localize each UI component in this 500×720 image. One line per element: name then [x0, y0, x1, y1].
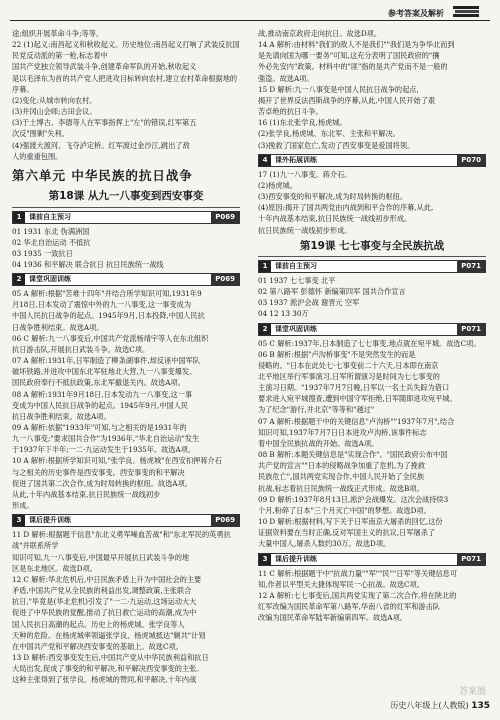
section-page: P069 [211, 274, 239, 285]
text-line: 九一八事变;"要求国共合作"为1936年,"华北自治运动"发生 [12, 434, 200, 444]
text-line: 13 D 解析:西安事变发生后,中国共产党从中华民族利益和抗日 [12, 652, 209, 662]
text-line: 抗日游击队,开展抗日武装斗争。故选C项。 [12, 344, 150, 354]
section-label: 课堂巩固训练 [275, 324, 317, 333]
text-line: 04 12 13 30万 [258, 309, 309, 319]
text-line: 09 A 解析:依据"1933年"可知,与之相关的是1931年的 [12, 423, 187, 433]
section-number: 3 [259, 554, 271, 565]
text-line: 战,推动南京政府走向抗日。故选D项。 [258, 29, 382, 38]
text-line: 11 C 解析:根据题干中"抗战力量""军""民""日军"等关键信息可 [258, 568, 458, 578]
section-number: 2 [259, 324, 271, 335]
text-line: 01 1931 东北 伪满洲国 [12, 226, 90, 236]
text-line: 人的重重包围。 [12, 151, 63, 161]
text-line: 06 C 解析:九一八事变后,中国共产党派杨靖宇等人在东北组织 [12, 333, 209, 343]
text-line: 于1937年下半年;一二·九运动发生于1935年。故选A项。 [12, 445, 196, 455]
section-header [12, 211, 240, 224]
text-line: 日战争胜利结束。故选A项。 [12, 322, 104, 332]
text-line: 苦卓绝的抗日斗争。 [258, 107, 323, 117]
text-line: 国民政府奉行不抵抗政策,东北军撤退关内。故选A项。 [12, 378, 185, 388]
answers-after-class [258, 568, 486, 624]
text-line: 10 A 解析:根据所学知识可知,"张学良、杨虎城"在西安扣押蒋介石 [12, 456, 222, 466]
text-line: (2)变化:从城市转向农村。 [12, 95, 97, 105]
section-header [258, 553, 486, 566]
text-line: 国人民抗日高潮的起点。历史上的杨虎城、张学良等人 [12, 619, 185, 629]
answers-preview [12, 226, 240, 271]
text-line: 09 D 解析:1937年8月13日,淞沪会战爆发。这次会战持续3 [258, 494, 449, 504]
text-line: 知,作者以平型关大捷体现军民一心抗战。故选C项。 [258, 579, 424, 589]
text-line: 破坏铁路,并进攻中国东北军驻地北大营,九一八事变爆发。 [12, 367, 197, 377]
text-line: 这种主张得到了张学良、杨虎城的赞同,和平解决,十年内战 [12, 675, 197, 685]
text-line: 知识可知,九一八事变后,中国最早开展抗日武装斗争的地 [12, 552, 190, 562]
left-column [12, 28, 240, 685]
text-line: 次反"围剿"失利。 [12, 129, 69, 139]
text-line: 08 B 解析:本题关键信息是"实现合作"。"国民政府公布中国 [258, 450, 448, 460]
text-line: (3)于土博古、李德等人在军事指挥上"左"的错误,红军第五 [12, 118, 197, 128]
header-bar [10, 8, 490, 21]
text-line: 07 A 解析:根据题干中的关键信息"卢沟桥""1937年7月",结合 [258, 416, 455, 426]
text-line: 08 A 解析:1931年9月18日,日本发动九一八事变,这一事 [12, 389, 193, 399]
text-line: 区是东北地区。故选D项。 [12, 563, 97, 573]
text-line: (4)强渡大渡河、飞夺泸定桥。红军渡过金沙江,跳出了敌 [12, 140, 190, 150]
section-page: P071 [457, 554, 485, 565]
section-header [12, 273, 240, 286]
text-line: (2)张学良,杨虎城、东北军、主张和平解决。 [258, 129, 400, 139]
left-intro [12, 28, 240, 162]
section-page: P071 [457, 261, 485, 272]
text-line: 国共产党独立领导武装斗争,创建革命军队的开始,秋收起义 [12, 62, 197, 72]
section-label: 课堂巩固训练 [29, 275, 71, 284]
footer-subject: 历史八年级上(人教版) [390, 701, 469, 711]
text-line: 在中国共产党和平解决西安事变的基础上。故选C项。 [12, 641, 183, 651]
section-label: 课后提升训练 [275, 554, 317, 563]
footer [390, 700, 490, 714]
lesson-title: 第18课 从九一八事变到西安事变 [12, 188, 240, 207]
section-label: 课前自主预习 [29, 212, 71, 221]
text-line: 大局出发,促成了事变的和平解决,和平解决西安事变的主张。 [12, 664, 204, 674]
text-line: 15 D 解析:九一八事变是中国人民抗日战争的起点, [258, 84, 419, 94]
answers-extension [258, 169, 486, 236]
text-line: 主演习日期。"1937年7月7日晚,日军以一名士兵失踪为借口 [258, 383, 450, 393]
section-number: 1 [259, 261, 271, 272]
text-line: 抗日,"毕竟是(华北危机)引发了"一二·九运动,这场运动大大 [12, 597, 197, 607]
text-line: 03 1937 淞沪会战 谢晋元 空军 [258, 298, 360, 308]
text-line: 天种的危险。在杨虎城率领逼张学良、杨虎城抵达"剿共"计划 [12, 630, 206, 640]
text-line: 抗日战争胜利结束。故选A项。 [12, 411, 111, 421]
text-line: 02 第八路军 彭德怀 新编第四军 国共合作宣言 [258, 287, 406, 297]
text-line: 从此,十年内战基本结束,抗日民族统一战线初步 [12, 489, 161, 499]
section-page: P070 [457, 155, 485, 166]
text-line: 侵略的。"日本在此处七·七事变前二十六天,日本即在南京 [258, 360, 439, 370]
text-line: 11 D 解析:根据题干信息"东北义勇军噪血苦战"和"东北军民的英勇抗战"并联系所学 [12, 530, 231, 551]
watermark: 答案圈 [458, 687, 486, 698]
section-header [12, 514, 240, 527]
text-line: 为了纪念"游行,并北京"等等和"越过" [258, 405, 375, 415]
text-line: 十年内战基本结束,抗日民族统一战线初步形成。 [258, 214, 412, 224]
text-line: 共产党的宣言""日本的侵略战争加重了危机,为了挽救 [258, 461, 426, 471]
text-line: 揭开了世界反法西斯战争的序幕,从此,中国人民开始了艰 [258, 95, 436, 105]
section-number: 3 [13, 515, 25, 526]
text-line: 03 1935 一致抗日 [12, 248, 73, 258]
text-line: 矛盾,中国共产党从全民族的利益出发,调整政策,主张联合 [12, 586, 192, 596]
text-line: 05 C 解析:1937年,日本制造了七七事变,地点就在宛平城。故选C项。 [258, 338, 481, 348]
text-line: 序幕。 [12, 84, 34, 94]
text-line: (3)井冈山会师;古田会议。 [12, 107, 97, 117]
text-line: (3)挽救了国家危亡,发动了西安事变是爱国将领。 [258, 140, 415, 150]
text-line: 05 A 解析:根据"苦难十四年"并结合所学知识可知,1931年9 [12, 289, 202, 299]
section-label: 课后提升训练 [29, 516, 71, 525]
text-line: 大量中国人,屠杀人数约30万。故选D项。 [258, 539, 391, 549]
text-line: 要求进入宛平城搜查,遭到中国守军拒绝,日军随即进攻宛平城。 [258, 394, 457, 404]
book-logo-icon [452, 4, 482, 20]
text-line: (4)原因:揭开了国共两党由内战到和平合作的序幕,从此, [258, 203, 434, 213]
text-line: 10 D 解析:根据材料,写下关于日军南京大屠杀的回忆,这份 [258, 517, 443, 527]
text-line: 外必先安内"政策。材料中的"匪"指的是共产党而不是一般的 [258, 62, 448, 72]
text-line: 抗日民族统一战线初步形成。 [258, 225, 352, 235]
text-line: 月18日,日本发动了震惊中外的九一八事变,这一事变成为 [12, 300, 192, 310]
answers-classroom [12, 288, 240, 511]
text-line: 民族危亡",国共两党实现合作,中国人民开始了全民族 [258, 472, 425, 482]
text-line: 12 A 解析:七七事变后,国共两党实现了第二次合作,将在陕北的 [258, 590, 457, 600]
text-line: (3)西安事变的和平解决,成为时局转换的枢纽。 [258, 192, 408, 202]
text-line: 01 1937 七七事变 北平 [258, 275, 336, 285]
unit-title: 第六单元 中华民族的抗日战争 [12, 167, 193, 183]
text-line: 强盗。故选A项。 [258, 73, 314, 83]
text-line: 北平地区举行军事演习,日军所谓演习是时间为七七事变的 [258, 372, 440, 382]
text-line: 途;组织开展革命斗争;等等。 [12, 29, 104, 38]
section-header [258, 260, 486, 273]
header-title: 参考答案及解析 [388, 9, 444, 18]
text-line: (2)杨虎城。 [258, 180, 297, 190]
text-line: 促进了中华民族的觉醒,推动了抗日救亡运动的高潮,成为中 [12, 608, 197, 618]
text-line: 12 C 解析:华北危机后,中日民族矛盾上升为中国社会的主要 [12, 574, 202, 584]
text-line: 是以毛泽东为首的共产党人把进攻目标转向农村,建立农村革命根据地的 [12, 73, 238, 83]
text-line: 04 1936 和平解决 联合抗日 抗日民族统一战线 [12, 259, 164, 269]
section-page: P069 [211, 212, 239, 223]
text-line: 14 A 解析:由材料"我们的敌人不是我们""我们是为争华北而到 [258, 40, 455, 50]
text-line: 着中国全民族抗战的开始。故选A项。 [258, 438, 379, 448]
text-line: 02 华北自治运动 不抵抗 [12, 237, 91, 247]
text-line: 抗战,标志着抗日民族统一战线正式形成。故选B项。 [258, 483, 424, 493]
right-column [258, 28, 486, 623]
section-number: 2 [13, 274, 25, 285]
right-intro [258, 28, 486, 151]
page-number: 135 [471, 701, 490, 712]
text-line: 22 (1)起义:南昌起义和秋收起义。历史地位:南昌起义打响了武装反抗国民党反动派的第一枪,标志着中 [12, 40, 240, 61]
text-line: 17 (1)九一八事变。蒋介石。 [258, 169, 352, 179]
lesson-title: 第19课 七七事变与全民族抗战 [258, 238, 486, 257]
text-line: 变成为中国人民抗日战争的起点。1945年9月,中国人民 [12, 400, 189, 410]
section-number: 1 [13, 212, 25, 223]
section-page: P069 [211, 515, 239, 526]
section-label: 课外拓展训练 [275, 155, 317, 164]
text-line: 知识可知,1937年7月7日日本进攻卢沟桥,该事件标志 [258, 427, 427, 437]
section-header [258, 323, 486, 336]
text-line: 证据资料要在当时正确,反对军国主义的抗议,日军屠杀了 [258, 528, 436, 538]
text-line: 形成。 [12, 501, 34, 511]
answers-preview [258, 275, 486, 320]
text-line: 是先请向国为哪一要务"可知,这充分表明了国民政府的"攘 [258, 51, 440, 61]
text-line: 07 A 解析:1931年,日军制造了柳条湖事件,却反诬中国军队 [12, 356, 200, 366]
section-label: 课前自主预习 [275, 262, 317, 270]
text-line: 06 B 解析:根据"卢沟桥事变"不是突然发生的而是 [258, 349, 416, 359]
text-line: 中国人民抗日战争的起点。1945年9月,日本投降,中国人民抗 [12, 311, 205, 321]
text-line: 16 (1)东北张学良,杨虎城。 [258, 118, 347, 128]
answers-after-class [12, 529, 240, 685]
text-line: 与之相关的历史事件是西安事变。西安事变的和平解决 [12, 467, 185, 477]
text-line: 红军改编为国民革命军第八路军,华南八省的红军和游击队 [258, 601, 440, 611]
text-line: 个月,粉碎了日本"三个月灭亡中国"的梦想。故选D项。 [258, 505, 431, 515]
text-line: 促进了国共第二次合作,成为时局转换的枢纽。故选A项。 [12, 478, 192, 488]
section-number: 4 [259, 155, 271, 166]
answers-classroom [258, 338, 486, 550]
section-header [258, 154, 486, 167]
text-line: 改编为国民革命军陆军新编第四军。故选A项。 [258, 613, 407, 623]
section-page: P071 [457, 324, 485, 335]
